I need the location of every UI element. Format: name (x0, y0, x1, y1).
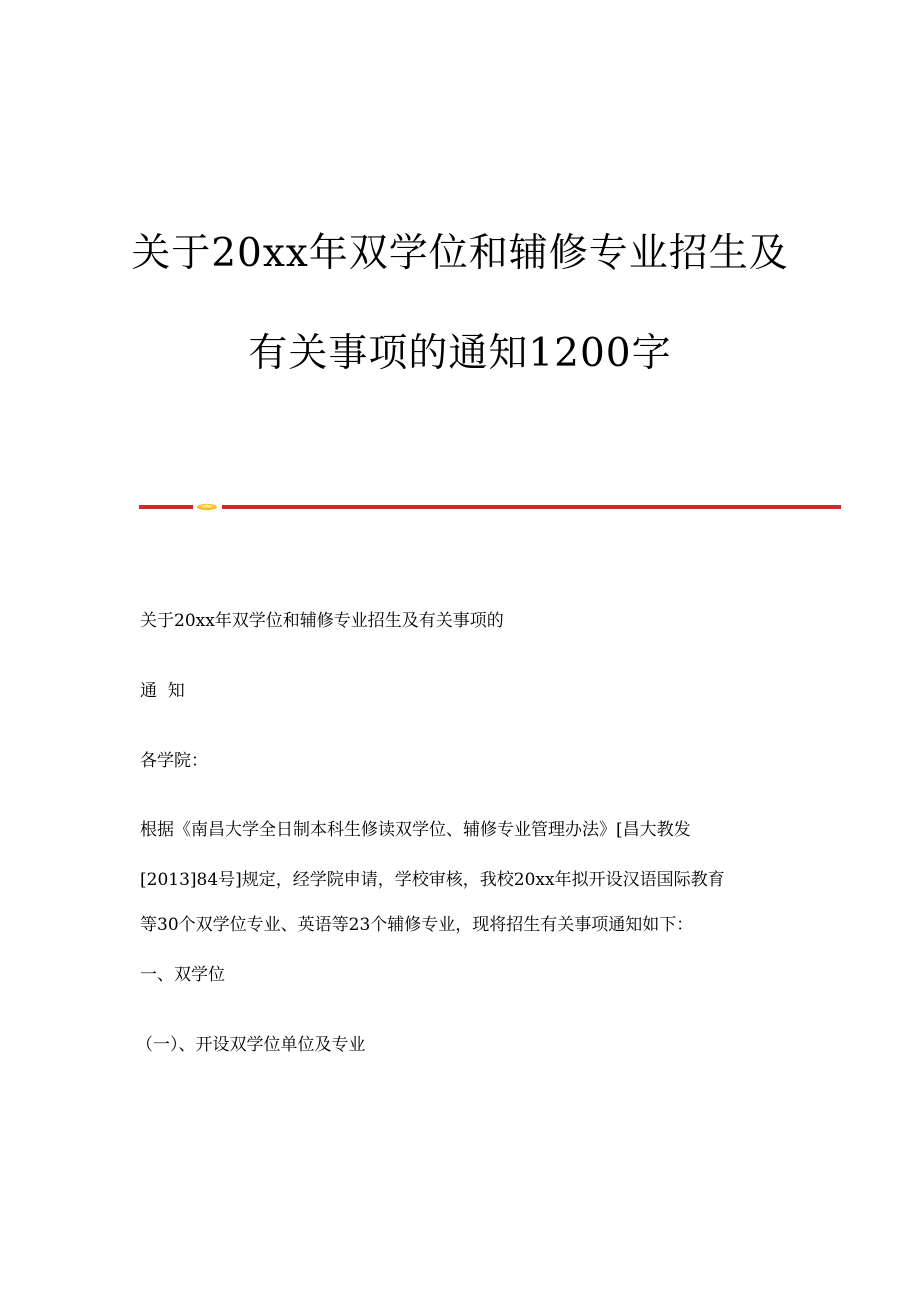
subsection-heading: （一）、开设双学位单位及专业 (136, 1035, 366, 1055)
document-title-line-2: 有关事项的通知1200字 (248, 331, 672, 376)
salutation: 各学院： (140, 751, 208, 771)
title-divider-right (222, 505, 841, 509)
paragraph-line-3: 等30个双学位专业、英语等23个辅修专业，现将招生有关事项通知如下： (140, 915, 694, 935)
divider-ornament-icon (196, 503, 218, 511)
notice-word: 通 知 (140, 681, 185, 701)
paragraph-line-2: [2013]84号]规定，经学院申请，学校审核，我校20xx年拟开设汉语国际教育 (140, 870, 725, 890)
body-heading-line: 关于20xx年双学位和辅修专业招生及有关事项的 (140, 611, 504, 631)
title-divider-left (139, 505, 193, 509)
paragraph-line-1: 根据《南昌大学全日制本科生修读双学位、辅修专业管理办法》[昌大教发 (140, 820, 691, 840)
document-title-line-1: 关于20xx年双学位和辅修专业招生及 (131, 231, 789, 276)
section-heading: 一、双学位 (140, 965, 225, 985)
